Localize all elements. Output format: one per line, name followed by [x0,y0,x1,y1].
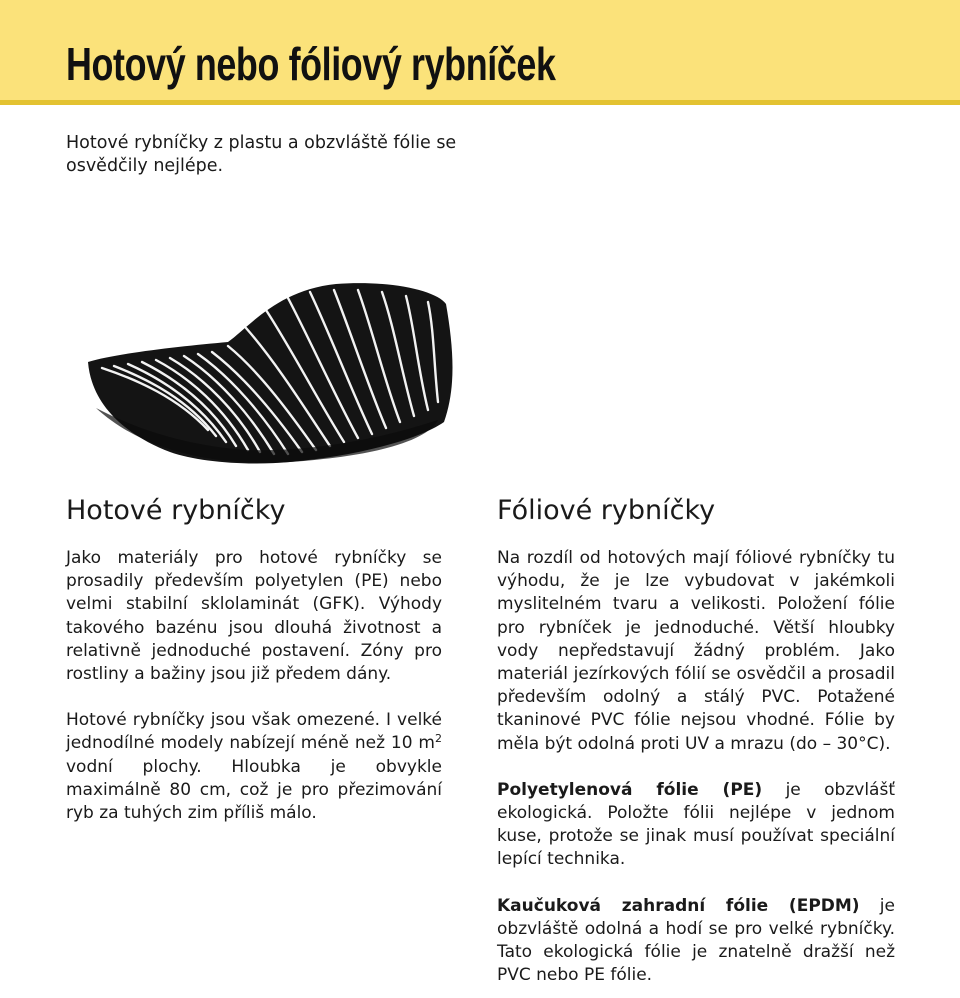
left-paragraph-1: Jako materiály pro hotové rybníčky se prosadily především polyetylen (PE) nebo velmi stabilní sklolaminát (GFK). Výhody takového bazénu jsou dlouhá životnost a relativně jednoduché postavení. Zóny pro rostliny a bažiny jsou již předem dány. [66,548,442,685]
right-paragraph-1: Na rozdíl od hotových mají fóliové rybníčky tu výhodu, že je lze vybudovat v jakémkoli myslitelném tvaru a velikosti. Položení fólie pro rybníček je jednoduché. Větší hloubky vody nepředstavují žádný problém. Jako materiál jezírkových fólií se osvědčil a prosadil především odolný a stálý PVC. Potažené tkaninové PVC fólie nejsou vhodné. Fólie by měla být odolná proti UV a mrazu (do – 30°C). [497,548,895,754]
pe-foil-text: je obzvlášť ekologická. Položte fólii nejlépe v jednom kuse, protože se jinak musí používat speciální lepící technika. [497,779,895,870]
superscript-2: 2 [435,732,442,746]
pe-foil-lead: Polyetylenová fólie (PE) [497,779,763,800]
right-paragraph-3 [497,895,895,988]
left-paragraph-2-text: Hotové rybníčky jsou však omezené. I velké jednodílné modely nabízejí méně než 10 m [66,710,442,754]
epdm-foil-lead: Kaučuková zahradní fólie (EPDM) [497,895,860,916]
right-column [497,494,895,987]
left-paragraph-2 [66,709,442,825]
left-column-heading: Hotové rybníčky [66,495,286,526]
left-paragraph-2-text-end: vodní plochy. Hloubka je obvykle maximálně 80 cm, což je pro přezimování ryb za tuhých zim příliš málo. [66,756,442,824]
right-paragraph-2 [497,779,895,872]
page-title: Hotový nebo fóliový rybníček [66,38,556,90]
epdm-foil-text: je obzvláště odolná a hodí se pro velké rybníčky. Tato ekologická fólie je znatelně dražší než PVC nebo PE fólie. [497,895,895,986]
preformed-pond-shell-illustration [78,280,470,466]
right-column-heading: Fóliové rybníčky [497,495,716,526]
left-column [66,494,442,825]
intro-text: Hotové rybníčky z plastu a obzvláště fólie se osvědčily nejlépe. [66,133,457,176]
